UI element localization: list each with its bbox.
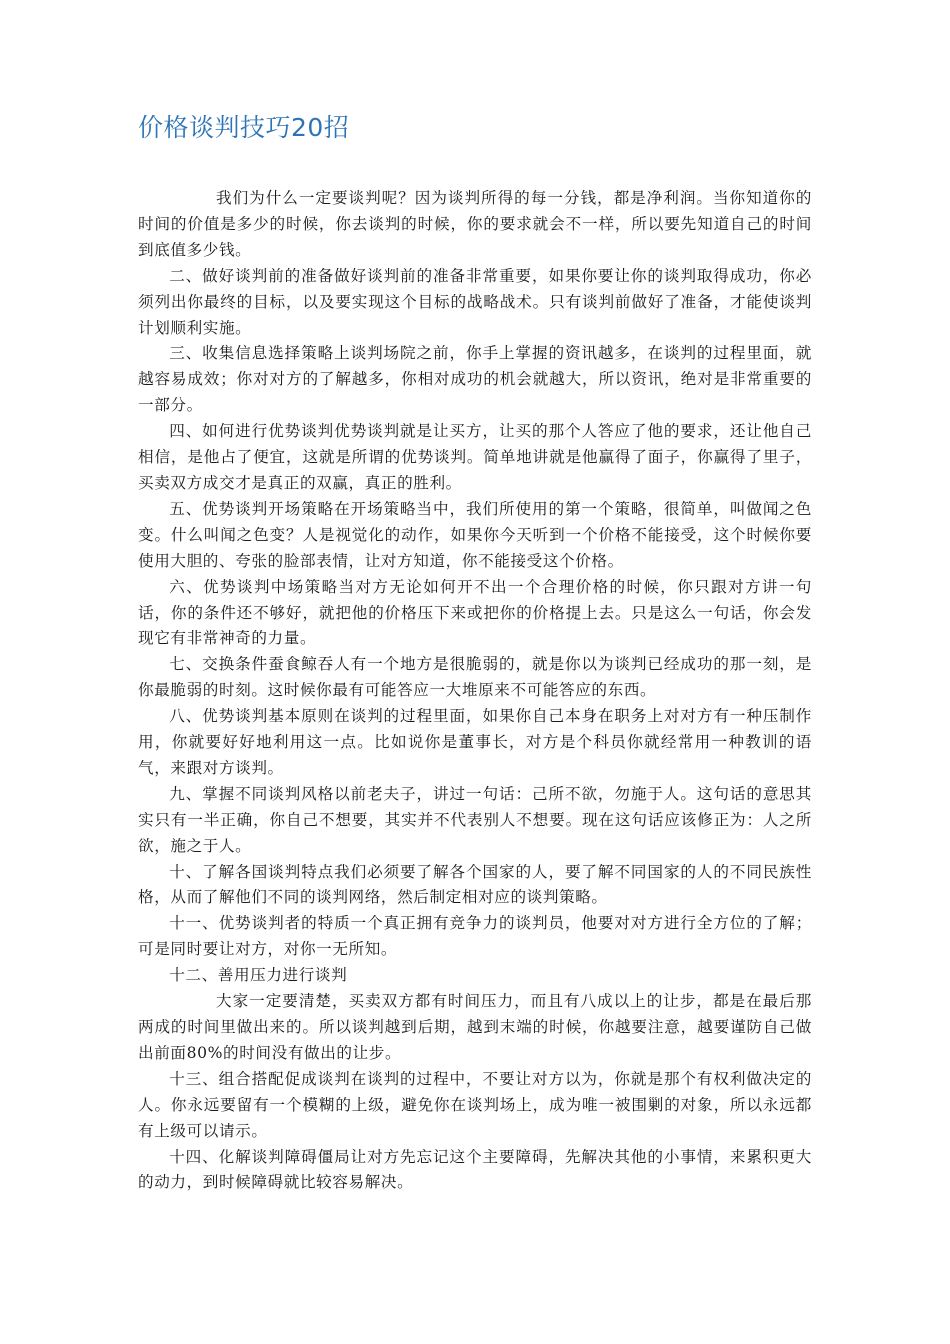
paragraph: 七、交换条件蚕食鲸吞人有一个地方是很脆弱的，就是你以为谈判已经成功的那一刻，是你最脆弱的时刻。这时候你最有可能答应一大堆原来不可能答应的东西。 [138, 655, 812, 700]
paragraph: 六、优势谈判中场策略当对方无论如何开不出一个合理价格的时候，你只跟对方讲一句话，你的条件还不够好，就把他的价格压下来或把你的价格提上去。只是这么一句话，你会发现它有非常神奇的力量。 [138, 577, 812, 648]
paragraph: 十一、优势谈判者的特质一个真正拥有竞争力的谈判员，他要对对方进行全方位的了解；可是同时要让对方，对你一无所知。 [138, 914, 812, 959]
paragraph: 二、做好谈判前的准备做好谈判前的准备非常重要，如果你要让你的谈判取得成功，你必须列出你最终的目标，以及要实现这个目标的战略战术。只有谈判前做好了准备，才能使谈判计划顺利实施。 [138, 266, 812, 337]
document-body [138, 186, 812, 1196]
paragraph: 大家一定要清楚，买卖双方都有时间压力，而且有八成以上的让步，都是在最后那两成的时间里做出来的。所以谈判越到后期，越到末端的时候，你越要注意，越要谨防自己做出前面80%的时间没有做出的让步。 [138, 992, 812, 1062]
paragraph: 十、了解各国谈判特点我们必须要了解各个国家的人，要了解不同国家的人的不同民族性格，从而了解他们不同的谈判网络，然后制定相对应的谈判策略。 [138, 862, 812, 907]
document-title: 价格谈判技巧20招 [138, 113, 350, 142]
paragraph: 十二、善用压力进行谈判 [169, 966, 348, 985]
paragraph: 四、如何进行优势谈判优势谈判就是让买方，让买的那个人答应了他的要求，还让他自己相信，是他占了便宜，这就是所谓的优势谈判。简单地讲就是他赢得了面子，你赢得了里子，买卖双方成交才是真正的双赢，真正的胜利。 [138, 422, 812, 492]
paragraph: 十四、化解谈判障碍僵局让对方先忘记这个主要障碍，先解决其他的小事情，来累积更大的动力，到时候障碍就比较容易解决。 [138, 1147, 812, 1192]
paragraph: 十三、组合搭配促成谈判在谈判的过程中，不要让对方以为，你就是那个有权利做决定的人。你永远要留有一个模糊的上级，避免你在谈判场上，成为唯一被围剿的对象，所以永远都有上级可以请示。 [138, 1069, 812, 1140]
paragraph: 八、优势谈判基本原则在谈判的过程里面，如果你自己本身在职务上对对方有一种压制作用，你就要好好地利用这一点。比如说你是董事长，对方是个科员你就经常用一种教训的语气，来跟对方谈判。 [138, 707, 812, 777]
paragraph: 九、掌握不同谈判风格以前老夫子，讲过一句话：己所不欲，勿施于人。这句话的意思其实只有一半正确，你自己不想要，其实并不代表别人不想要。现在这句话应该修正为：人之所欲，施之于人。 [138, 784, 812, 855]
paragraph: 三、收集信息选择策略上谈判场院之前，你手上掌握的资讯越多，在谈判的过程里面，就越容易成效；你对对方的了解越多，你相对成功的机会就越大，所以资讯，绝对是非常重要的一部分。 [138, 344, 812, 415]
paragraph: 我们为什么一定要谈判呢？因为谈判所得的每一分钱，都是净利润。当你知道你的时间的价值是多少的时候，你去谈判的时候，你的要求就会不一样，所以要先知道自己的时间到底值多少钱。 [138, 189, 812, 259]
paragraph: 五、优势谈判开场策略在开场策略当中，我们所使用的第一个策略，很简单，叫做闻之色变。什么叫闻之色变？人是视觉化的动作，如果你今天听到一个价格不能接受，这个时候你要使用大胆的、夸张的脸部表情，让对方知道，你不能接受这个价格。 [138, 499, 812, 570]
